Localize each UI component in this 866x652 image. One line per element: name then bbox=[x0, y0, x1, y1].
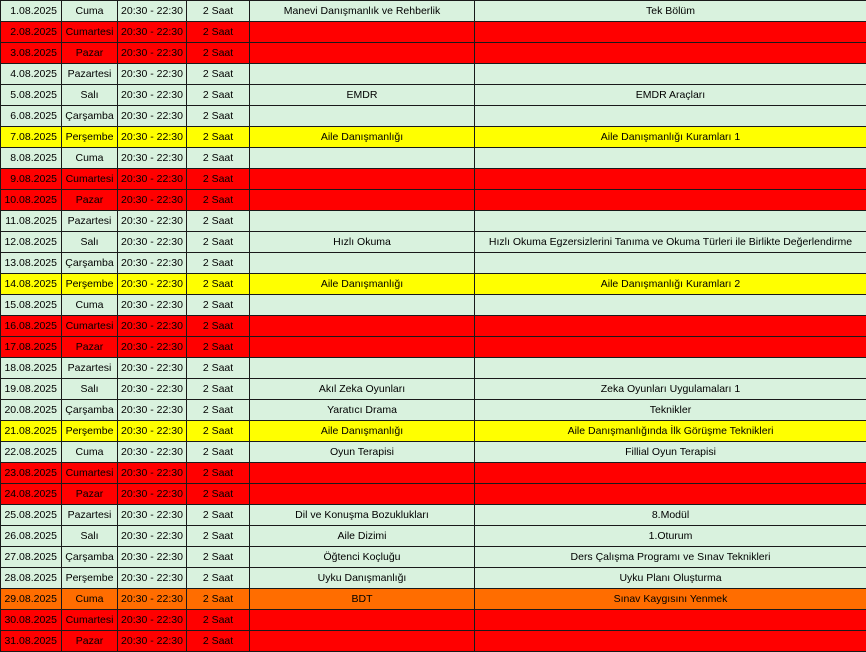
day-cell: Pazar bbox=[62, 190, 118, 211]
course-cell: Dil ve Konuşma Bozuklukları bbox=[250, 505, 475, 526]
date-cell: 11.08.2025 bbox=[1, 211, 62, 232]
time-cell: 20:30 - 22:30 bbox=[118, 379, 187, 400]
duration-cell: 2 Saat bbox=[187, 22, 250, 43]
table-row bbox=[1, 484, 866, 505]
topic-cell bbox=[475, 22, 866, 43]
date-cell: 21.08.2025 bbox=[1, 421, 62, 442]
table-row bbox=[1, 190, 866, 211]
time-cell: 20:30 - 22:30 bbox=[118, 337, 187, 358]
time-cell: 20:30 - 22:30 bbox=[118, 358, 187, 379]
table-row bbox=[1, 232, 866, 253]
topic-cell: Zeka Oyunları Uygulamaları 1 bbox=[475, 379, 866, 400]
date-cell: 17.08.2025 bbox=[1, 337, 62, 358]
topic-cell: Fillial Oyun Terapisi bbox=[475, 442, 866, 463]
duration-cell: 2 Saat bbox=[187, 463, 250, 484]
time-cell: 20:30 - 22:30 bbox=[118, 484, 187, 505]
date-cell: 1.08.2025 bbox=[1, 1, 62, 22]
duration-cell: 2 Saat bbox=[187, 274, 250, 295]
course-cell bbox=[250, 190, 475, 211]
table-row bbox=[1, 568, 866, 589]
duration-cell: 2 Saat bbox=[187, 295, 250, 316]
table-row bbox=[1, 1, 866, 22]
duration-cell: 2 Saat bbox=[187, 568, 250, 589]
time-cell: 20:30 - 22:30 bbox=[118, 316, 187, 337]
time-cell: 20:30 - 22:30 bbox=[118, 127, 187, 148]
topic-cell bbox=[475, 463, 866, 484]
time-cell: 20:30 - 22:30 bbox=[118, 505, 187, 526]
topic-cell bbox=[475, 148, 866, 169]
topic-cell bbox=[475, 316, 866, 337]
course-cell: Öğtenci Koçluğu bbox=[250, 547, 475, 568]
day-cell: Perşembe bbox=[62, 568, 118, 589]
topic-cell: Uyku Planı Oluşturma bbox=[475, 568, 866, 589]
table-row bbox=[1, 547, 866, 568]
date-cell: 15.08.2025 bbox=[1, 295, 62, 316]
table-row bbox=[1, 64, 866, 85]
day-cell: Cumartesi bbox=[62, 22, 118, 43]
duration-cell: 2 Saat bbox=[187, 253, 250, 274]
course-cell bbox=[250, 106, 475, 127]
time-cell: 20:30 - 22:30 bbox=[118, 64, 187, 85]
duration-cell: 2 Saat bbox=[187, 106, 250, 127]
duration-cell: 2 Saat bbox=[187, 526, 250, 547]
duration-cell: 2 Saat bbox=[187, 211, 250, 232]
day-cell: Salı bbox=[62, 85, 118, 106]
table-row bbox=[1, 400, 866, 421]
time-cell: 20:30 - 22:30 bbox=[118, 22, 187, 43]
day-cell: Cumartesi bbox=[62, 610, 118, 631]
time-cell: 20:30 - 22:30 bbox=[118, 463, 187, 484]
course-cell bbox=[250, 337, 475, 358]
duration-cell: 2 Saat bbox=[187, 337, 250, 358]
table-row bbox=[1, 421, 866, 442]
time-cell: 20:30 - 22:30 bbox=[118, 232, 187, 253]
course-cell: Yaratıcı Drama bbox=[250, 400, 475, 421]
time-cell: 20:30 - 22:30 bbox=[118, 526, 187, 547]
duration-cell: 2 Saat bbox=[187, 127, 250, 148]
course-cell: Oyun Terapisi bbox=[250, 442, 475, 463]
topic-cell: Aile Danışmanlığı Kuramları 1 bbox=[475, 127, 866, 148]
table-row bbox=[1, 169, 866, 190]
day-cell: Çarşamba bbox=[62, 400, 118, 421]
day-cell: Pazar bbox=[62, 43, 118, 64]
date-cell: 8.08.2025 bbox=[1, 148, 62, 169]
table-row bbox=[1, 505, 866, 526]
date-cell: 28.08.2025 bbox=[1, 568, 62, 589]
time-cell: 20:30 - 22:30 bbox=[118, 610, 187, 631]
day-cell: Pazar bbox=[62, 337, 118, 358]
table-row bbox=[1, 526, 866, 547]
time-cell: 20:30 - 22:30 bbox=[118, 400, 187, 421]
table-row bbox=[1, 211, 866, 232]
time-cell: 20:30 - 22:30 bbox=[118, 148, 187, 169]
topic-cell: Tek Bölüm bbox=[475, 1, 866, 22]
course-cell bbox=[250, 148, 475, 169]
course-cell: Aile Danışmanlığı bbox=[250, 274, 475, 295]
table-row bbox=[1, 22, 866, 43]
topic-cell: Ders Çalışma Programı ve Sınav Teknikleri bbox=[475, 547, 866, 568]
course-cell bbox=[250, 253, 475, 274]
duration-cell: 2 Saat bbox=[187, 358, 250, 379]
duration-cell: 2 Saat bbox=[187, 190, 250, 211]
duration-cell: 2 Saat bbox=[187, 484, 250, 505]
topic-cell: Teknikler bbox=[475, 400, 866, 421]
topic-cell bbox=[475, 169, 866, 190]
date-cell: 29.08.2025 bbox=[1, 589, 62, 610]
time-cell: 20:30 - 22:30 bbox=[118, 1, 187, 22]
day-cell: Cumartesi bbox=[62, 316, 118, 337]
topic-cell bbox=[475, 190, 866, 211]
date-cell: 25.08.2025 bbox=[1, 505, 62, 526]
date-cell: 26.08.2025 bbox=[1, 526, 62, 547]
topic-cell bbox=[475, 253, 866, 274]
day-cell: Salı bbox=[62, 379, 118, 400]
duration-cell: 2 Saat bbox=[187, 148, 250, 169]
date-cell: 27.08.2025 bbox=[1, 547, 62, 568]
day-cell: Cumartesi bbox=[62, 463, 118, 484]
table-row bbox=[1, 43, 866, 64]
course-cell bbox=[250, 610, 475, 631]
time-cell: 20:30 - 22:30 bbox=[118, 253, 187, 274]
day-cell: Pazar bbox=[62, 631, 118, 652]
duration-cell: 2 Saat bbox=[187, 610, 250, 631]
course-cell: Aile Danışmanlığı bbox=[250, 421, 475, 442]
course-cell: Uyku Danışmanlığı bbox=[250, 568, 475, 589]
course-cell: Akıl Zeka Oyunları bbox=[250, 379, 475, 400]
day-cell: Perşembe bbox=[62, 274, 118, 295]
table-row bbox=[1, 295, 866, 316]
day-cell: Cumartesi bbox=[62, 169, 118, 190]
course-cell: Hızlı Okuma bbox=[250, 232, 475, 253]
time-cell: 20:30 - 22:30 bbox=[118, 295, 187, 316]
duration-cell: 2 Saat bbox=[187, 64, 250, 85]
day-cell: Cuma bbox=[62, 148, 118, 169]
course-cell: Manevi Danışmanlık ve Rehberlik bbox=[250, 1, 475, 22]
table-row bbox=[1, 274, 866, 295]
topic-cell bbox=[475, 610, 866, 631]
course-cell bbox=[250, 169, 475, 190]
topic-cell: 8.Modül bbox=[475, 505, 866, 526]
table-row bbox=[1, 253, 866, 274]
course-cell: Aile Dizimi bbox=[250, 526, 475, 547]
date-cell: 23.08.2025 bbox=[1, 463, 62, 484]
date-cell: 10.08.2025 bbox=[1, 190, 62, 211]
course-cell bbox=[250, 64, 475, 85]
course-cell bbox=[250, 22, 475, 43]
table-row bbox=[1, 316, 866, 337]
topic-cell bbox=[475, 43, 866, 64]
table-row bbox=[1, 148, 866, 169]
day-cell: Pazar bbox=[62, 484, 118, 505]
day-cell: Çarşamba bbox=[62, 253, 118, 274]
time-cell: 20:30 - 22:30 bbox=[118, 274, 187, 295]
duration-cell: 2 Saat bbox=[187, 547, 250, 568]
time-cell: 20:30 - 22:30 bbox=[118, 169, 187, 190]
duration-cell: 2 Saat bbox=[187, 631, 250, 652]
date-cell: 5.08.2025 bbox=[1, 85, 62, 106]
time-cell: 20:30 - 22:30 bbox=[118, 85, 187, 106]
date-cell: 30.08.2025 bbox=[1, 610, 62, 631]
course-cell: BDT bbox=[250, 589, 475, 610]
time-cell: 20:30 - 22:30 bbox=[118, 211, 187, 232]
duration-cell: 2 Saat bbox=[187, 589, 250, 610]
date-cell: 24.08.2025 bbox=[1, 484, 62, 505]
duration-cell: 2 Saat bbox=[187, 169, 250, 190]
topic-cell bbox=[475, 106, 866, 127]
date-cell: 4.08.2025 bbox=[1, 64, 62, 85]
topic-cell: 1.Oturum bbox=[475, 526, 866, 547]
date-cell: 16.08.2025 bbox=[1, 316, 62, 337]
duration-cell: 2 Saat bbox=[187, 1, 250, 22]
table-row bbox=[1, 127, 866, 148]
date-cell: 9.08.2025 bbox=[1, 169, 62, 190]
time-cell: 20:30 - 22:30 bbox=[118, 589, 187, 610]
duration-cell: 2 Saat bbox=[187, 442, 250, 463]
day-cell: Salı bbox=[62, 232, 118, 253]
date-cell: 22.08.2025 bbox=[1, 442, 62, 463]
duration-cell: 2 Saat bbox=[187, 400, 250, 421]
table-row bbox=[1, 379, 866, 400]
duration-cell: 2 Saat bbox=[187, 421, 250, 442]
topic-cell: EMDR Araçları bbox=[475, 85, 866, 106]
date-cell: 14.08.2025 bbox=[1, 274, 62, 295]
course-cell: Aile Danışmanlığı bbox=[250, 127, 475, 148]
topic-cell: Sınav Kaygısını Yenmek bbox=[475, 589, 866, 610]
day-cell: Çarşamba bbox=[62, 547, 118, 568]
time-cell: 20:30 - 22:30 bbox=[118, 631, 187, 652]
course-cell bbox=[250, 316, 475, 337]
table-row bbox=[1, 106, 866, 127]
course-cell bbox=[250, 211, 475, 232]
time-cell: 20:30 - 22:30 bbox=[118, 190, 187, 211]
date-cell: 2.08.2025 bbox=[1, 22, 62, 43]
topic-cell bbox=[475, 358, 866, 379]
table-row bbox=[1, 337, 866, 358]
day-cell: Pazartesi bbox=[62, 505, 118, 526]
table-row bbox=[1, 358, 866, 379]
date-cell: 31.08.2025 bbox=[1, 631, 62, 652]
table-row bbox=[1, 85, 866, 106]
day-cell: Cuma bbox=[62, 1, 118, 22]
course-cell bbox=[250, 631, 475, 652]
topic-cell: Aile Danışmanlığı Kuramları 2 bbox=[475, 274, 866, 295]
topic-cell bbox=[475, 337, 866, 358]
day-cell: Perşembe bbox=[62, 127, 118, 148]
day-cell: Pazartesi bbox=[62, 64, 118, 85]
table-row bbox=[1, 631, 866, 652]
course-cell bbox=[250, 463, 475, 484]
date-cell: 6.08.2025 bbox=[1, 106, 62, 127]
day-cell: Cuma bbox=[62, 442, 118, 463]
date-cell: 7.08.2025 bbox=[1, 127, 62, 148]
time-cell: 20:30 - 22:30 bbox=[118, 106, 187, 127]
duration-cell: 2 Saat bbox=[187, 85, 250, 106]
course-cell: EMDR bbox=[250, 85, 475, 106]
table-row bbox=[1, 589, 866, 610]
topic-cell bbox=[475, 631, 866, 652]
time-cell: 20:30 - 22:30 bbox=[118, 568, 187, 589]
table-row bbox=[1, 610, 866, 631]
schedule-body bbox=[1, 1, 866, 652]
day-cell: Cuma bbox=[62, 295, 118, 316]
course-cell bbox=[250, 484, 475, 505]
topic-cell bbox=[475, 211, 866, 232]
day-cell: Çarşamba bbox=[62, 106, 118, 127]
time-cell: 20:30 - 22:30 bbox=[118, 43, 187, 64]
duration-cell: 2 Saat bbox=[187, 505, 250, 526]
duration-cell: 2 Saat bbox=[187, 379, 250, 400]
day-cell: Perşembe bbox=[62, 421, 118, 442]
date-cell: 3.08.2025 bbox=[1, 43, 62, 64]
course-cell bbox=[250, 358, 475, 379]
topic-cell: Aile Danışmanlığında İlk Görüşme Teknikleri bbox=[475, 421, 866, 442]
day-cell: Pazartesi bbox=[62, 211, 118, 232]
topic-cell bbox=[475, 64, 866, 85]
time-cell: 20:30 - 22:30 bbox=[118, 442, 187, 463]
date-cell: 20.08.2025 bbox=[1, 400, 62, 421]
topic-cell: Hızlı Okuma Egzersizlerini Tanıma ve Okuma Türleri ile Birlikte Değerlendirme bbox=[475, 232, 866, 253]
duration-cell: 2 Saat bbox=[187, 316, 250, 337]
day-cell: Cuma bbox=[62, 589, 118, 610]
day-cell: Pazartesi bbox=[62, 358, 118, 379]
time-cell: 20:30 - 22:30 bbox=[118, 547, 187, 568]
topic-cell bbox=[475, 295, 866, 316]
day-cell: Salı bbox=[62, 526, 118, 547]
date-cell: 19.08.2025 bbox=[1, 379, 62, 400]
duration-cell: 2 Saat bbox=[187, 232, 250, 253]
course-cell bbox=[250, 43, 475, 64]
date-cell: 18.08.2025 bbox=[1, 358, 62, 379]
course-cell bbox=[250, 295, 475, 316]
date-cell: 12.08.2025 bbox=[1, 232, 62, 253]
table-row bbox=[1, 442, 866, 463]
table-row bbox=[1, 463, 866, 484]
topic-cell bbox=[475, 484, 866, 505]
duration-cell: 2 Saat bbox=[187, 43, 250, 64]
date-cell: 13.08.2025 bbox=[1, 253, 62, 274]
time-cell: 20:30 - 22:30 bbox=[118, 421, 187, 442]
